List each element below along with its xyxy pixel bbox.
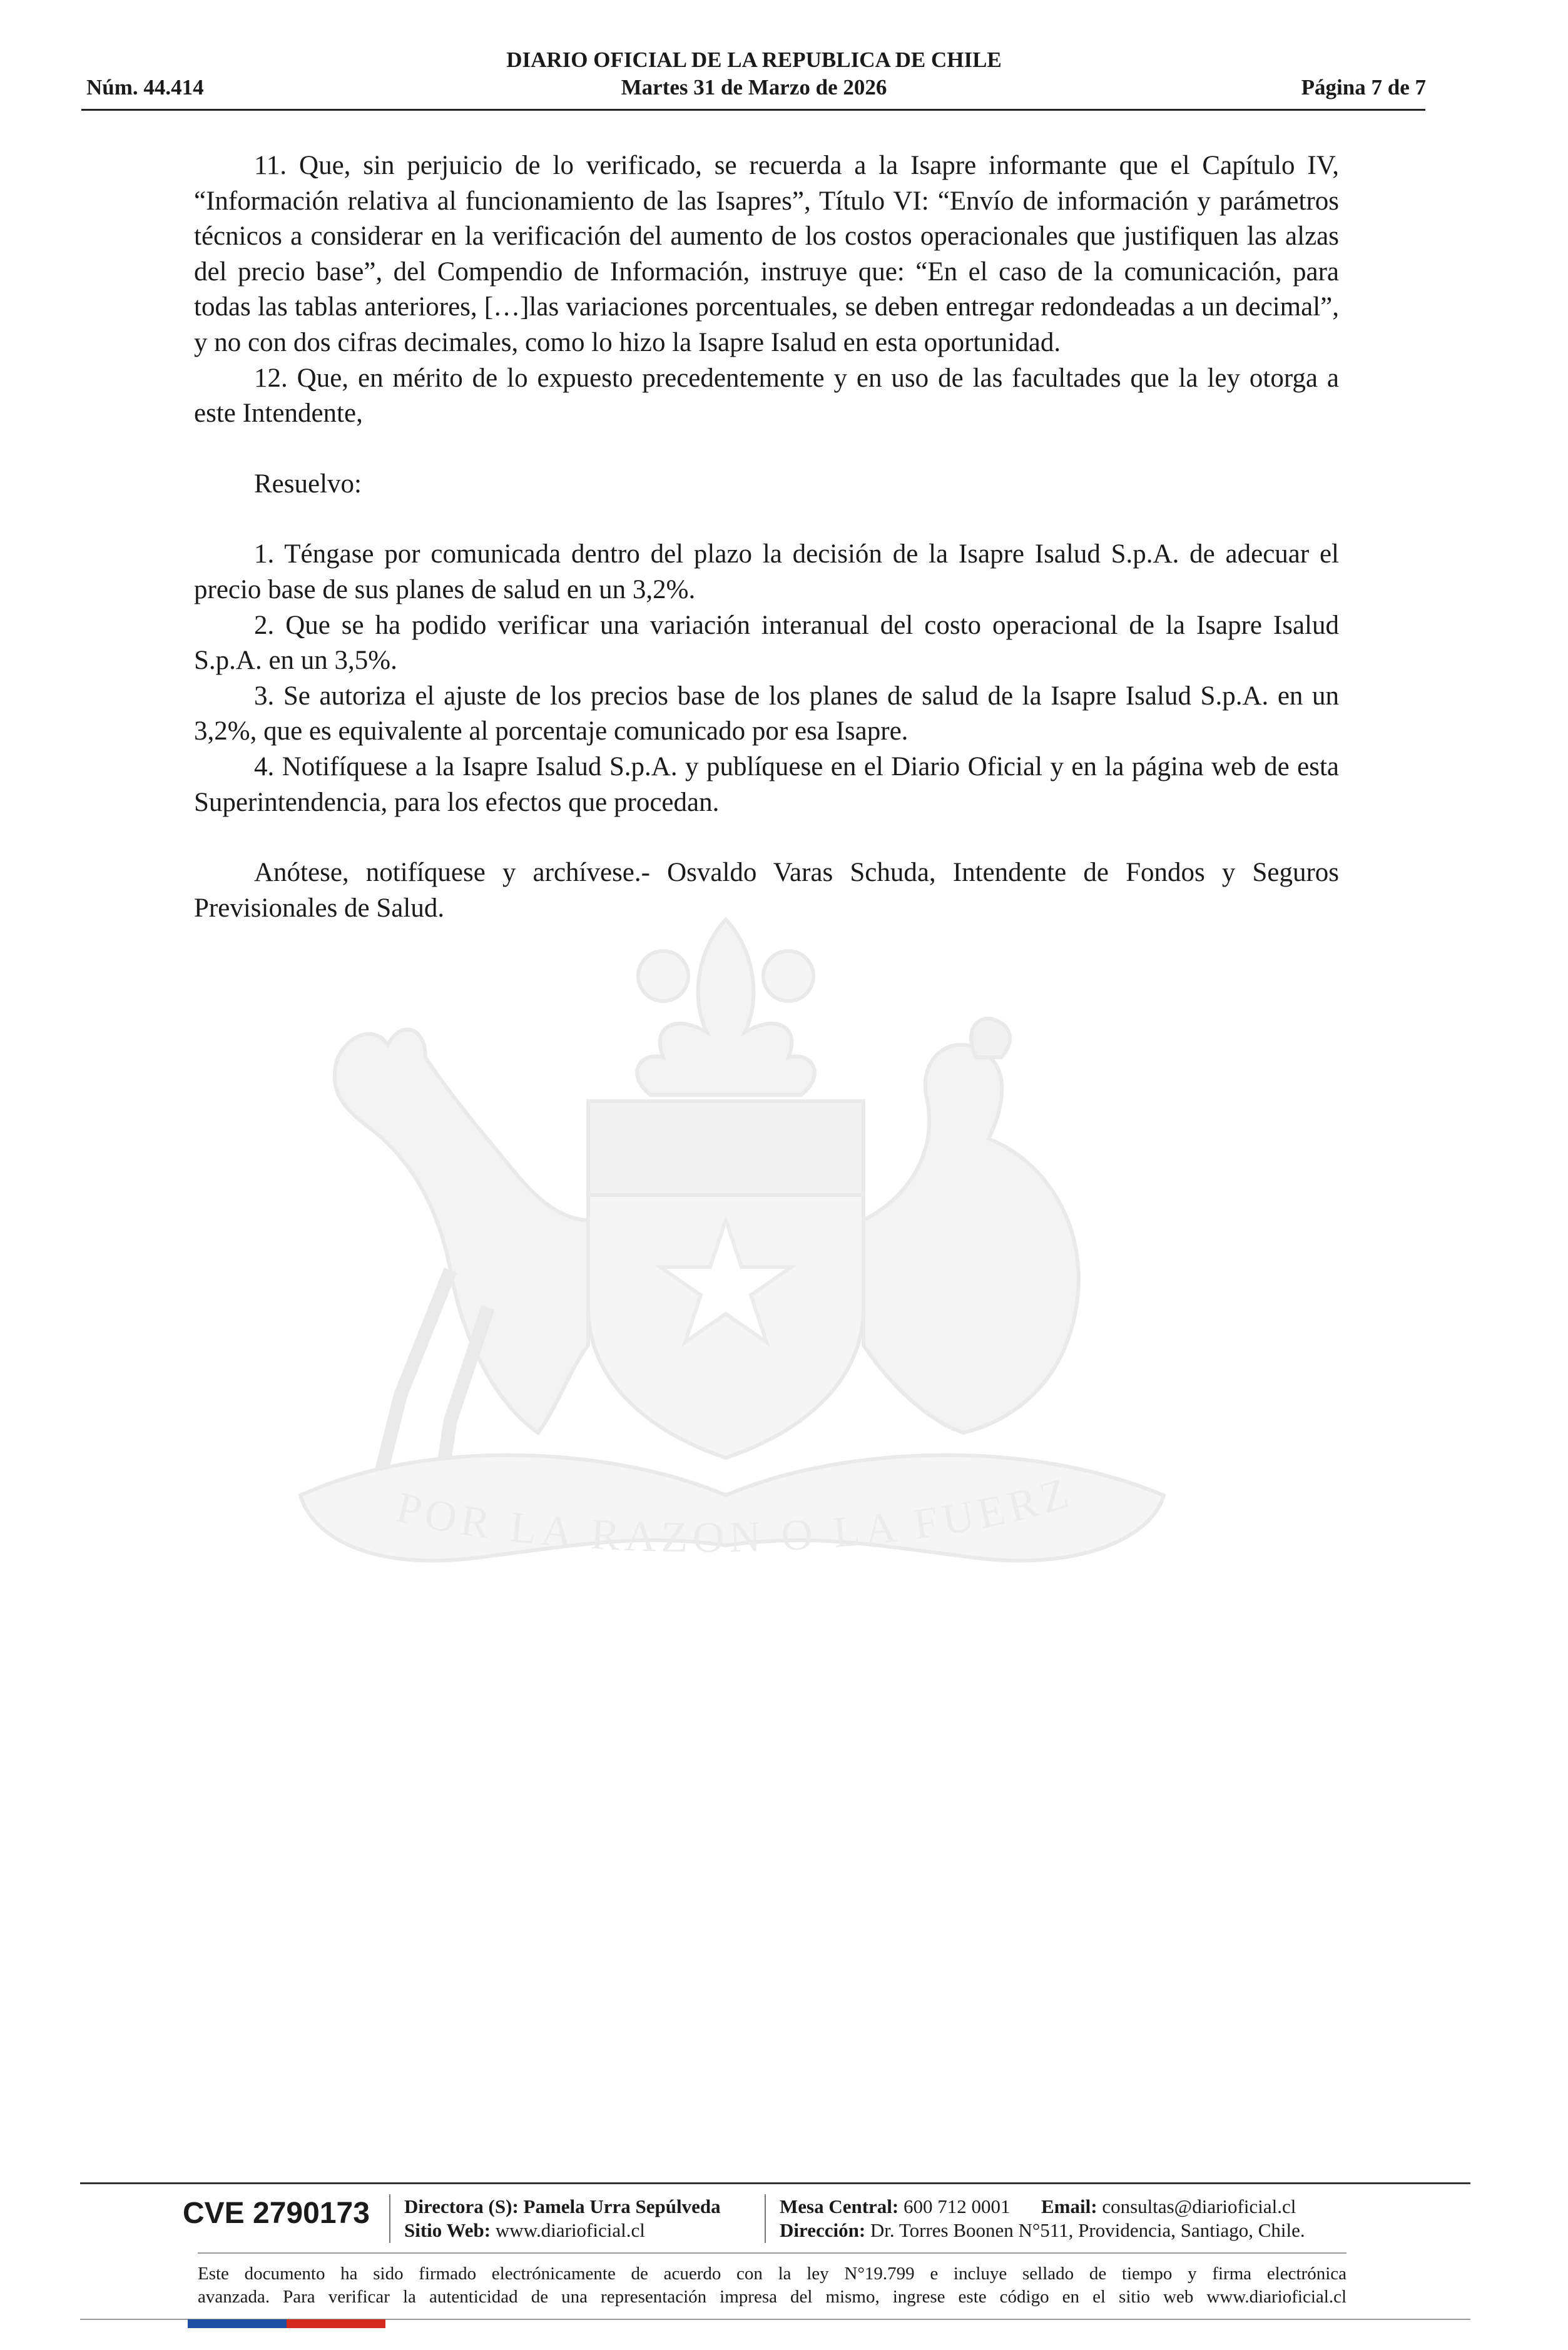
footer-divider-top — [80, 2182, 1470, 2184]
address-value: Dr. Torres Boonen N°511, Providencia, Santiago, Chile. — [870, 2219, 1305, 2241]
coat-of-arms-icon — [188, 870, 1264, 1652]
footer-separator — [765, 2194, 766, 2243]
flag-color-bar — [188, 2319, 385, 2328]
paragraph-considerando-11: 11. Que, sin perjuicio de lo verificado, se recuerda a la Isapre informante que el Capítulo IV, “Información relativa al funcionamiento de las Isapres”, Título VI: “Envío de información y parámetros técnicos a considerar en la verificación del aumento de los costos operacionales que justifiquen las alzas del precio base”, del Compendio de Información, instruye que: “En el caso de la comunicación, para todas las tablas anteriores, […]las variaciones porcentuales, se deben entregar redondeadas a un decimal”, y no con dos cifras decimales, como lo hizo la Isapre Isalud en esta oportunidad. — [194, 151, 1339, 357]
resuelvo-heading: Resuelvo: — [254, 469, 362, 499]
phone-label: Mesa Central: — [780, 2195, 899, 2217]
issue-number: Núm. 44.414 — [86, 75, 204, 99]
email-link[interactable]: consultas@diarioficial.cl — [1102, 2195, 1296, 2217]
director-label: Directora (S): Pamela Urra Sepúlveda — [404, 2195, 721, 2217]
footer-director-column — [404, 2195, 721, 2242]
signature-note-line-1: Este documento ha sido firmado electrónicamente de acuerdo con la ley N°19.799 e incluye sellado de tiempo y firma electrónica — [198, 2264, 1347, 2284]
signature-paragraph: Anótese, notifíquese y archívese.- Osvaldo Varas Schuda, Intendente de Fondos y Seguros Previsionales de Salud. — [194, 858, 1339, 923]
resolution-item-3: 3. Se autoriza el ajuste de los precios base de los planes de salud de la Isapre Isalud S.p.A. en un 3,2%, que es equivalente al porcentaje comunicado por esa Isapre. — [194, 681, 1339, 746]
newspaper-title: DIARIO OFICIAL DE LA REPUBLICA DE CHILE — [506, 48, 1002, 72]
resolution-text — [194, 148, 1339, 926]
electronic-signature-note — [198, 2262, 1347, 2309]
page-indicator: Página 7 de 7 — [1301, 75, 1426, 99]
flag-red-segment — [287, 2319, 385, 2328]
email-label: Email: — [1041, 2195, 1097, 2217]
paragraph-considerando-12: 12. Que, en mérito de lo expuesto precedentemente y en uso de las facultades que la ley otorga a este Intendente, — [194, 363, 1339, 429]
phone-value: 600 712 0001 — [904, 2195, 1011, 2217]
resolution-item-2: 2. Que se ha podido verificar una variación interanual del costo operacional de la Isapre Isalud S.p.A. en un 3,5%. — [194, 610, 1339, 676]
coat-of-arms-motto: POR LA RAZON O LA FUERZ — [392, 1467, 1079, 1562]
website-label: Sitio Web: — [404, 2219, 491, 2241]
address-label: Dirección: — [780, 2219, 866, 2241]
website-link[interactable]: www.diarioficial.cl — [495, 2219, 645, 2241]
footer-divider-middle — [198, 2252, 1347, 2254]
header-divider — [81, 109, 1425, 111]
resolution-item-1: 1. Téngase por comunicada dentro del plazo la decisión de la Isapre Isalud S.p.A. de adecuar el precio base de sus planes de salud en un 3,2%. — [194, 539, 1339, 604]
signature-note-line-2: avanzada. Para verificar la autenticidad de una representación impresa del mismo, ingrese este código en el sitio web www.diarioficial.cl — [198, 2287, 1347, 2307]
flag-blue-segment — [188, 2319, 287, 2328]
footer-separator — [389, 2194, 390, 2243]
resolution-item-4: 4. Notifíquese a la Isapre Isalud S.p.A. y publíquese en el Diario Oficial y en la página web de esta Superintendencia, para los efectos que procedan. — [194, 751, 1339, 817]
coat-of-arms-watermark — [188, 870, 1264, 1652]
footer-contact-column — [780, 2195, 1305, 2242]
cve-code: CVE 2790173 — [183, 2197, 370, 2230]
issue-date: Martes 31 de Marzo de 2026 — [621, 75, 887, 99]
